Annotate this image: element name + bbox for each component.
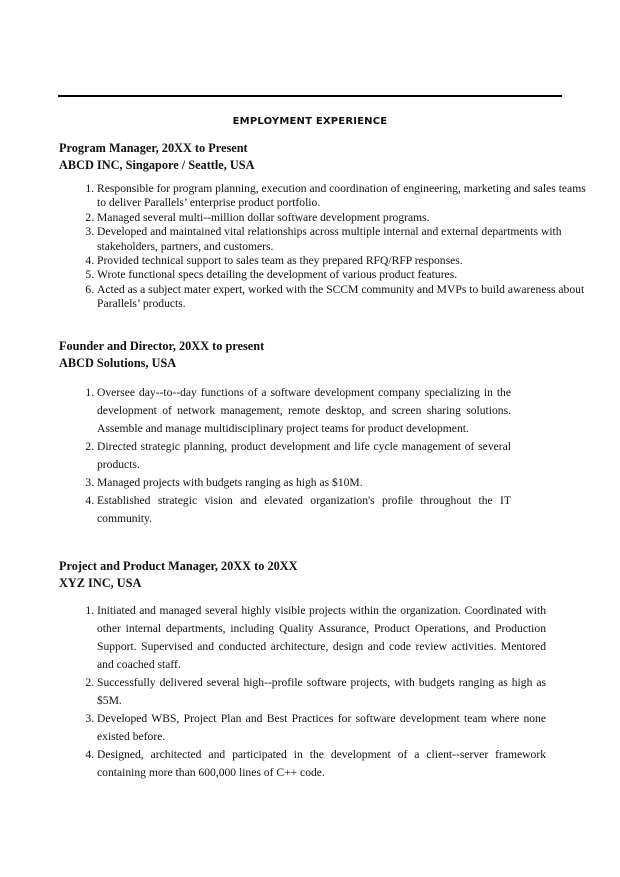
list-item: 1. Oversee day--to--day functions of a software development company specializing in the development of network management, remote desktop, and screen sharing solutions. Assemble and manage multidisciplinary project teams for product development. bbox=[97, 384, 511, 438]
job-company: ABCD Solutions, USA bbox=[59, 356, 177, 370]
list-item: 2. Successfully delivered several high--profile software projects, with budgets ranging as high as $5M. bbox=[97, 674, 546, 710]
list-item: 1. Responsible for program planning, execution and coordination of engineering, marketing and sales teams to deliver Parallels’ enterprise product portfolio. bbox=[97, 182, 597, 211]
job-title: Founder and Director, 20XX to present bbox=[59, 339, 265, 353]
job-1-duties bbox=[59, 182, 597, 312]
job-header-2 bbox=[59, 338, 264, 372]
job-3-duties bbox=[59, 602, 546, 782]
list-item: 1. Initiated and managed several highly visible projects within the organization. Coordinated with other internal departments, including Quality Assurance, Product Operations, and Production Support. Supervised and conducted architecture, design and code review activities. Mentored and coached staff. bbox=[97, 602, 546, 674]
horizontal-rule bbox=[58, 95, 562, 97]
list-item: 2. Managed several multi--million dollar software development programs. bbox=[97, 211, 597, 225]
job-header-3 bbox=[59, 558, 298, 592]
list-item: 3. Managed projects with budgets ranging as high as $10M. bbox=[97, 474, 511, 492]
job-company: ABCD INC, Singapore / Seattle, USA bbox=[59, 158, 255, 172]
list-item: 5. Wrote functional specs detailing the development of various product features. bbox=[97, 268, 597, 282]
list-item: 4. Designed, architected and participated in the development of a client--server framework containing more than 600,000 lines of C++ code. bbox=[97, 746, 546, 782]
list-item: 3. Developed WBS, Project Plan and Best Practices for software development team where none existed before. bbox=[97, 710, 546, 746]
section-heading: EMPLOYMENT EXPERIENCE bbox=[232, 116, 388, 127]
list-item: 3. Developed and maintained vital relationships across multiple internal and external departments with stakeholders, partners, and customers. bbox=[97, 225, 597, 254]
job-2-duties bbox=[59, 384, 511, 528]
job-header-1 bbox=[59, 140, 255, 174]
job-title: Program Manager, 20XX to Present bbox=[59, 141, 248, 155]
list-item: 2. Directed strategic planning, product development and life cycle management of several products. bbox=[97, 438, 511, 474]
list-item: 4. Established strategic vision and elevated organization's profile throughout the IT community. bbox=[97, 492, 511, 528]
list-item: 4. Provided technical support to sales team as they prepared RFQ/RFP responses. bbox=[97, 254, 597, 268]
job-company: XYZ INC, USA bbox=[59, 576, 142, 590]
list-item: 6. Acted as a subject mater expert, worked with the SCCM community and MVPs to build awareness about Parallels’ products. bbox=[97, 283, 597, 312]
job-title: Project and Product Manager, 20XX to 20XX bbox=[59, 559, 298, 573]
